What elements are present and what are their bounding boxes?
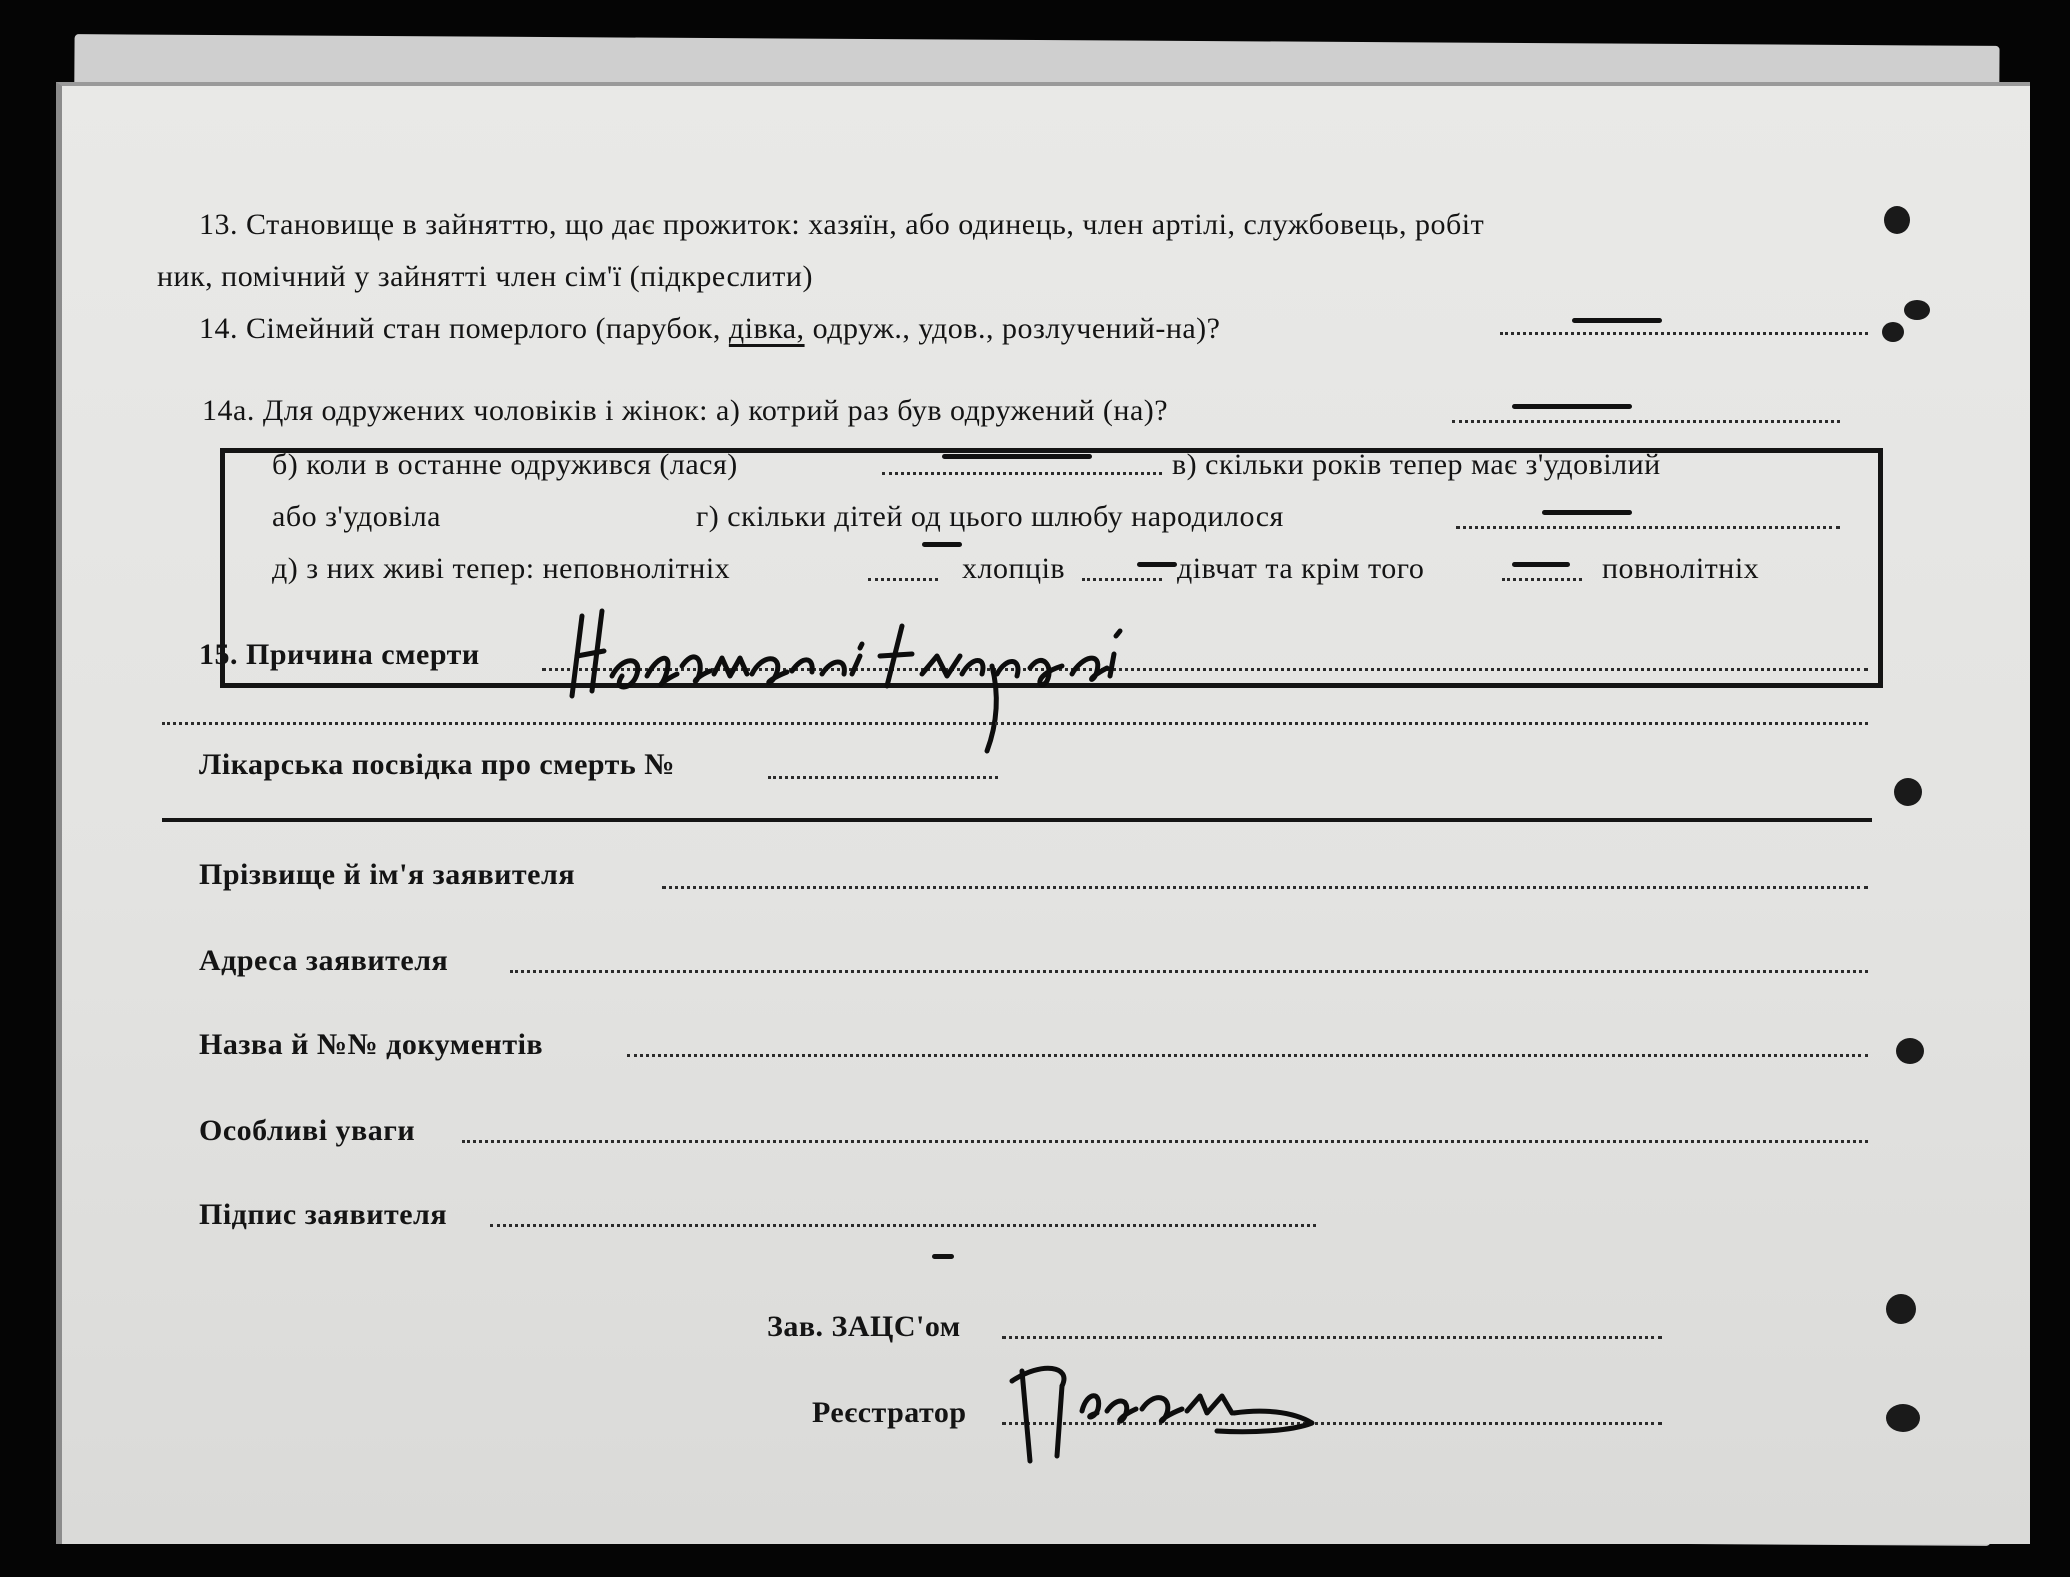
q14-underlined-answer: дівка, bbox=[728, 312, 805, 345]
q14a-g-label: г) скільки дітей од цього шлюбу народилося bbox=[696, 500, 1284, 533]
q14a-minors-dash-mark bbox=[922, 542, 962, 547]
form-page bbox=[56, 82, 2030, 1544]
documents-label: Назва й №№ документів bbox=[199, 1028, 544, 1061]
q14a-boys-dash-mark bbox=[1137, 562, 1177, 567]
remarks-label: Особливі уваги bbox=[199, 1114, 416, 1147]
q14a-adults-label: повнолітніх bbox=[1602, 552, 1760, 585]
q15-handwritten-answer bbox=[542, 596, 1242, 756]
q14-prefix: 14. Сімейний стан померлого (парубок, bbox=[199, 312, 729, 345]
documents-line[interactable] bbox=[627, 1054, 1868, 1057]
stray-mark bbox=[932, 1254, 954, 1259]
head-registry-label: Зав. ЗАЦС'ом bbox=[767, 1310, 961, 1343]
q14-question bbox=[199, 312, 1221, 346]
registrar-signature bbox=[1002, 1351, 1332, 1471]
q14a-boys-label: хлопців bbox=[962, 552, 1066, 585]
q14a-d-label: д) з них живі тепер: неповнолітніх bbox=[272, 552, 731, 585]
applicant-address-label: Адреса заявителя bbox=[199, 944, 449, 977]
q14a-boys-line[interactable] bbox=[1082, 578, 1162, 581]
q14a-minors-line[interactable] bbox=[868, 578, 938, 581]
q14a-b-label: б) коли в останне одружився (лася) bbox=[272, 448, 738, 481]
applicant-address-line[interactable] bbox=[510, 970, 1868, 973]
punch-hole bbox=[1894, 778, 1922, 806]
remarks-line[interactable] bbox=[462, 1140, 1868, 1143]
q14a-b-dash-mark bbox=[942, 454, 1092, 459]
q14a-girls-label: дівчат та крім того bbox=[1177, 552, 1425, 585]
q13-line2: ник, помічний у зайнятті член сім'ї (підкреслити) bbox=[157, 260, 813, 293]
medical-certificate-label: Лікарська посвідка про смерть № bbox=[199, 748, 675, 781]
q14a-v-cont: або з'удовіла bbox=[272, 500, 441, 533]
q13-line1: 13. Становище в зайняттю, що дає прожиток: хазяїн, або одинець, член артілі, службовець, робіт bbox=[199, 208, 1485, 241]
medical-certificate-number-line[interactable] bbox=[768, 776, 998, 779]
q14a-line1: 14а. Для одружених чоловіків і жінок: а) котрий раз був одружений (на)? bbox=[202, 394, 1169, 427]
applicant-name-label: Прізвище й ім'я заявителя bbox=[199, 858, 576, 891]
punch-hole bbox=[1896, 1038, 1924, 1064]
q14a-girls-dash-mark bbox=[1512, 562, 1570, 567]
q14a-a-answer-line[interactable] bbox=[1452, 420, 1840, 423]
head-registry-signature-line[interactable] bbox=[1002, 1336, 1662, 1339]
section-divider bbox=[162, 818, 1872, 822]
applicant-name-line[interactable] bbox=[662, 886, 1868, 889]
q14a-g-answer-line[interactable] bbox=[1456, 526, 1840, 529]
punch-hole bbox=[1884, 206, 1910, 234]
q14-suffix: одруж., удов., розлучений-на)? bbox=[804, 312, 1221, 345]
q15-label: 15. Причина смерти bbox=[199, 638, 480, 671]
q15-second-line[interactable] bbox=[162, 722, 1868, 725]
punch-hole bbox=[1886, 1404, 1920, 1432]
q14-answer-line[interactable] bbox=[1500, 332, 1868, 335]
q15-handwriting-drawing bbox=[542, 596, 1242, 756]
q14-dash-mark bbox=[1572, 318, 1662, 323]
q14a-v-label: в) скільки років тепер має з'удовілий bbox=[1172, 448, 1661, 481]
q14a-a-dash-mark bbox=[1512, 404, 1632, 409]
punch-hole bbox=[1904, 300, 1930, 320]
q14a-b-answer-line[interactable] bbox=[882, 472, 1162, 475]
punch-hole bbox=[1886, 1294, 1916, 1324]
q14a-g-dash-mark bbox=[1542, 510, 1632, 515]
registrar-label: Реєстратор bbox=[812, 1396, 967, 1429]
applicant-signature-line[interactable] bbox=[490, 1224, 1316, 1227]
q14a-girls-line[interactable] bbox=[1502, 578, 1582, 581]
punch-hole bbox=[1882, 322, 1904, 342]
applicant-signature-label: Підпис заявителя bbox=[199, 1198, 448, 1231]
registrar-signature-drawing bbox=[1002, 1351, 1332, 1471]
